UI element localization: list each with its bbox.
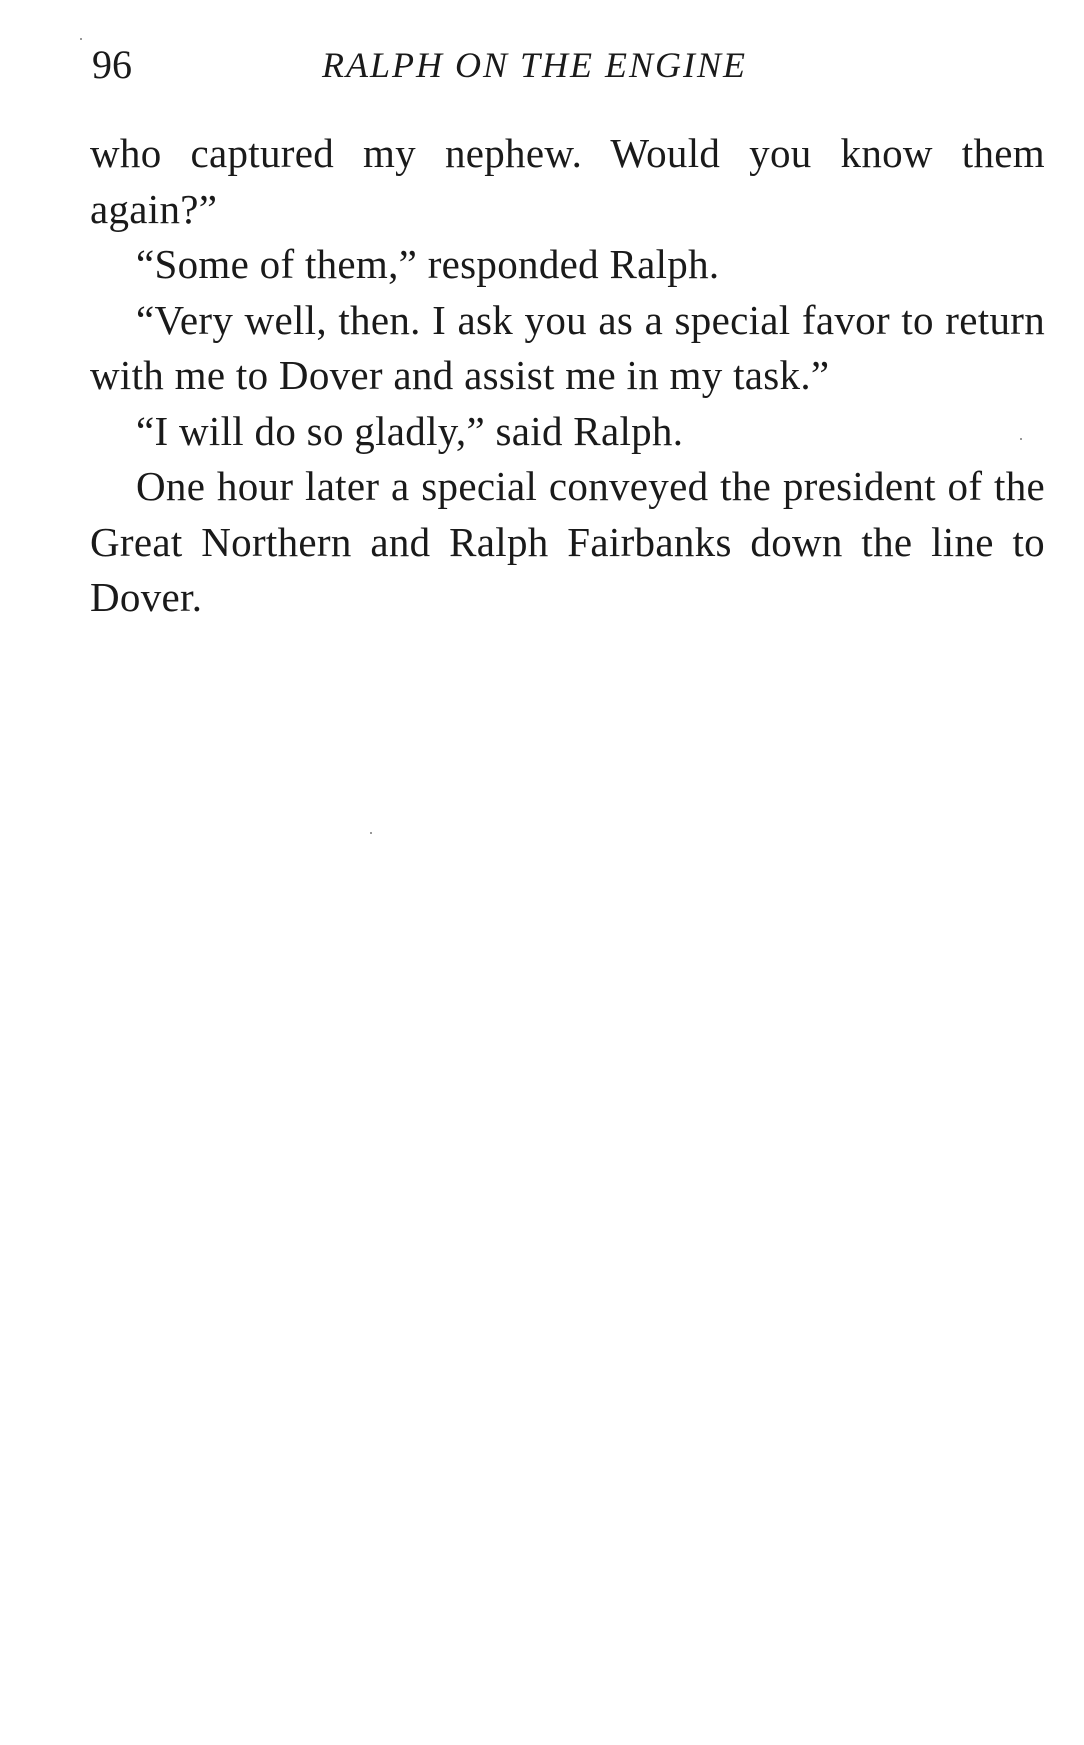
- running-head: RALPH ON THE ENGINE: [322, 45, 747, 85]
- paragraph-continuation: who captured my nephew. Would you know them again?”: [90, 130, 1045, 232]
- paragraph: One hour later a special conveyed the president of the Great Northern and Ralph Fairbanks down the line to Dover.: [90, 463, 1045, 620]
- paragraph: “Very well, then. I ask you as a special favor to return with me to Dover and assist me in my task.”: [90, 296, 1045, 398]
- paragraph: “I will do so gladly,” said Ralph.: [136, 407, 684, 454]
- paragraph: “Some of them,” responded Ralph.: [136, 241, 720, 287]
- print-speck: [1020, 438, 1022, 440]
- print-speck: [370, 832, 372, 834]
- body-text: [90, 126, 1045, 626]
- page-header: [90, 40, 1045, 90]
- print-speck: [80, 38, 82, 40]
- page-number: 96: [92, 42, 132, 87]
